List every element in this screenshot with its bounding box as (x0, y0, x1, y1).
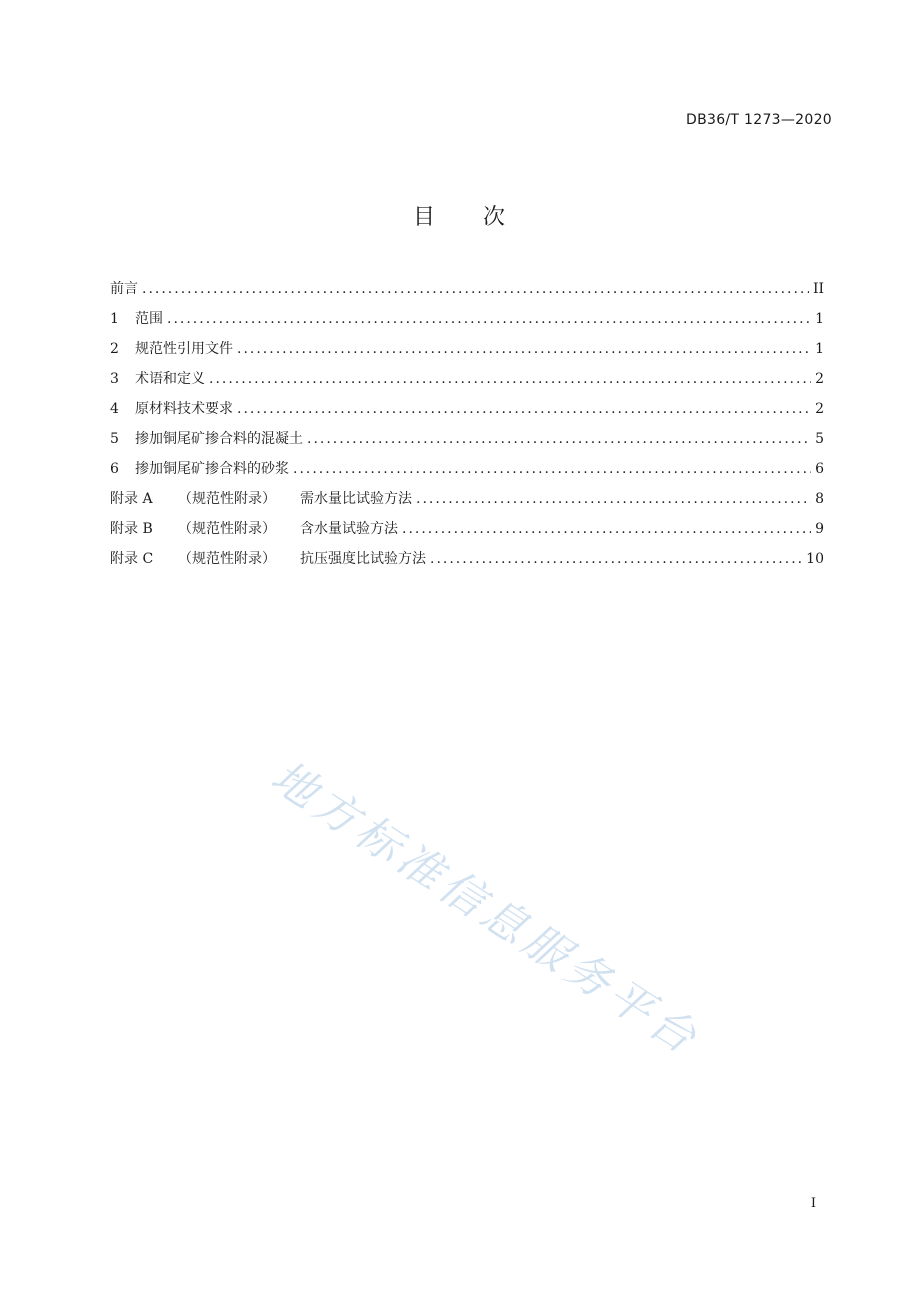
toc-entry-number: 4 (110, 401, 119, 417)
toc-entry-page: 8 (815, 491, 824, 507)
toc-entry-section-6[interactable] (110, 458, 824, 488)
toc-appendix-kind: （规范性附录） (178, 491, 276, 507)
page-title (0, 200, 920, 231)
title-char-1: 目 (412, 205, 437, 230)
toc-entry-label: 掺加铜尾矿掺合料的混凝土 (135, 431, 303, 447)
toc-entry-page: 5 (815, 431, 824, 447)
toc-entry-appendix-c[interactable] (110, 548, 824, 578)
toc-appendix-kind: （规范性附录） (178, 551, 276, 567)
toc-entry-page: 6 (815, 461, 824, 477)
title-char-2: 次 (483, 205, 508, 230)
toc-appendix-number: 附录 B (110, 521, 153, 537)
toc-entry-section-2[interactable] (110, 338, 824, 368)
toc-entry-page: 1 (815, 341, 824, 357)
toc-entry-number: 6 (110, 461, 119, 477)
toc-entry-page: 10 (806, 551, 824, 567)
page-number: I (810, 1196, 816, 1211)
toc-entry-page: II (812, 281, 824, 297)
toc-entry-appendix-a[interactable] (110, 488, 824, 518)
toc-entry-label: 术语和定义 (135, 371, 205, 387)
toc-appendix-number: 附录 A (110, 491, 153, 507)
toc-entry-page: 2 (815, 401, 824, 417)
toc-leader-dots (237, 398, 811, 420)
toc-entry-label: 范围 (135, 311, 163, 327)
toc-leader-dots (307, 428, 811, 450)
toc-entry-section-1[interactable] (110, 308, 824, 338)
toc-entry-page: 1 (815, 311, 824, 327)
toc-entry-label: 前言 (110, 281, 138, 297)
toc-leader-dots (142, 278, 809, 300)
toc-entry-label: 规范性引用文件 (135, 341, 233, 357)
toc-entry-section-4[interactable] (110, 398, 824, 428)
toc-leader-dots (209, 368, 811, 390)
toc-entry-label: 掺加铜尾矿掺合料的砂浆 (135, 461, 289, 477)
document-code: DB36/T 1273—2020 (686, 112, 832, 128)
toc-leader-dots (430, 548, 802, 570)
toc-appendix-kind: （规范性附录） (178, 521, 276, 537)
toc-entry-number: 1 (110, 311, 119, 327)
toc-entry-label: 需水量比试验方法 (300, 491, 412, 507)
toc-entry-page: 2 (815, 371, 824, 387)
table-of-contents (110, 278, 824, 578)
toc-leader-dots (167, 308, 811, 330)
toc-entry-appendix-b[interactable] (110, 518, 824, 548)
toc-leader-dots (416, 488, 811, 510)
toc-appendix-number: 附录 C (110, 551, 154, 567)
toc-leader-dots (402, 518, 811, 540)
toc-entry-section-3[interactable] (110, 368, 824, 398)
toc-leader-dots (237, 338, 811, 360)
toc-entry-foreword[interactable] (110, 278, 824, 308)
toc-entry-page: 9 (815, 521, 824, 537)
watermark-text: 地方标准信息服务平台 (261, 751, 710, 1067)
toc-entry-label: 抗压强度比试验方法 (300, 551, 426, 567)
toc-entry-number: 3 (110, 371, 119, 387)
toc-entry-label: 含水量试验方法 (300, 521, 398, 537)
toc-entry-number: 5 (110, 431, 119, 447)
toc-entry-label: 原材料技术要求 (135, 401, 233, 417)
toc-entry-section-5[interactable] (110, 428, 824, 458)
toc-entry-number: 2 (110, 341, 119, 357)
toc-leader-dots (293, 458, 811, 480)
